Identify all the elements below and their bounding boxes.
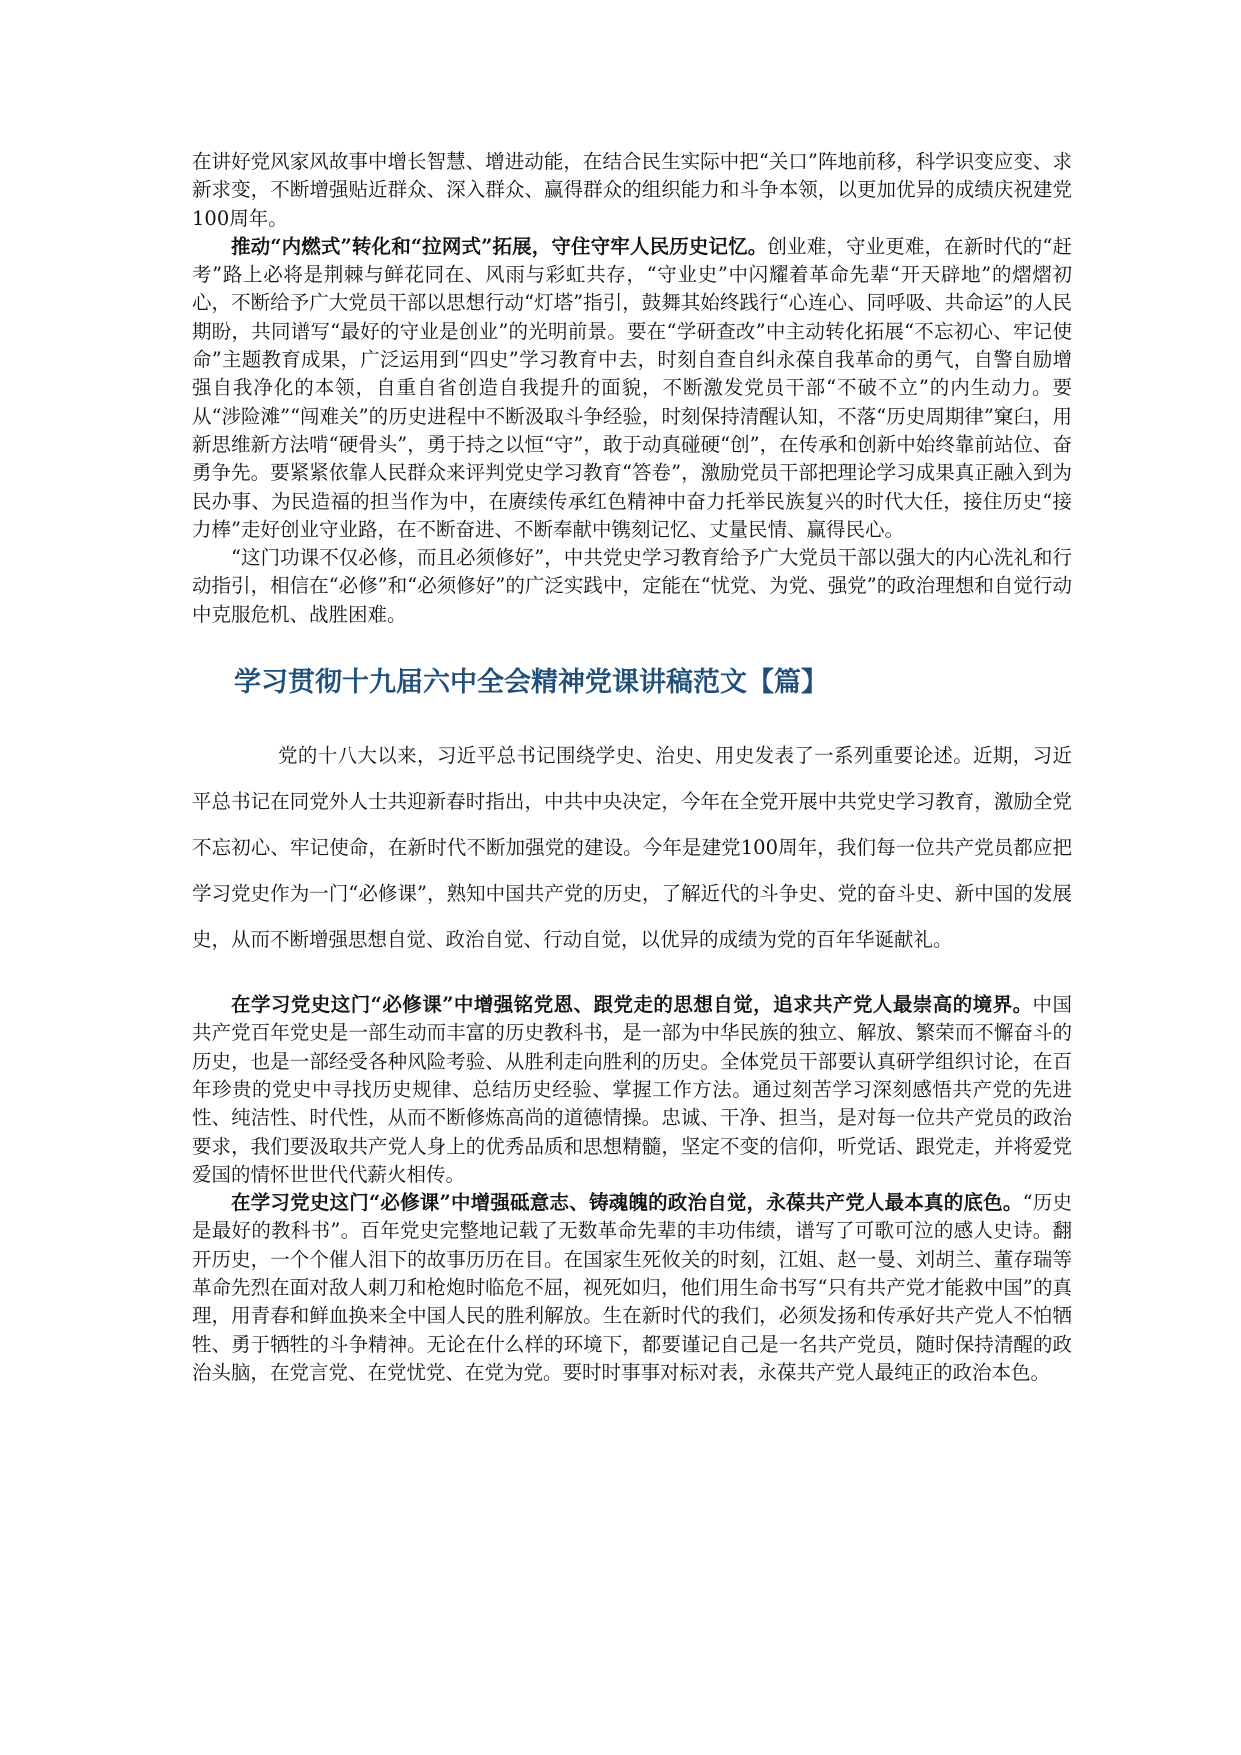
- paragraph-politics: [192, 1189, 1072, 1387]
- document-body: [192, 148, 1072, 1387]
- paragraph-lead-bold: 在学习党史这门“必修课”中增强铭党恩、跟党走的思想自觉，追求共产党人最崇高的境界。: [231, 993, 1033, 1017]
- paragraph-thought: [192, 991, 1072, 1189]
- paragraph-body: 创业难，守业更难，在新时代的“赶考”路上必将是荆棘与鲜花同在、风雨与彩虹共存，“守业史”中闪耀着革命先辈“开天辟地”的熠熠初心，不断给予广大党员干部以思想行动“灯塔”指引，鼓舞其始终践行“心连心、同呼吸、共命运”的人民期盼，共同谱写“最好的守业是创业”的光明前景。要在“学研查改”中主动转化拓展“不忘初心、牢记使命”主题教育成果，广泛运用到“四史”学习教育中去，时刻自查自纠永葆自我革命的勇气，自警自励增强自我净化的本领，自重自省创造自我提升的面貌，不断激发党员干部“不破不立”的内生动力。要从“涉险滩”“闯难关”的历史进程中不断汲取斗争经验，时刻保持清醒认知，不落“历史周期律”窠臼，用新思维新方法啃“硬骨头”，勇于持之以恒“守”，敢于动真碰硬“创”，在传承和创新中始终靠前站位、奋勇争先。要紧紧依靠人民群众来评判党史学习教育“答卷”，激励党员干部把理论学习成果真正融入到为民办事、为民造福的担当作为中，在赓续传承红色精神中奋力托举民族复兴的时代大任，接住历史“接力棒”走好创业守业路，在不断奋进、不断奉献中镌刻记忆、丈量民情、赢得民心。: [192, 234, 1072, 541]
- paragraph-lead-bold: 在学习党史这门“必修课”中增强砥意志、铸魂魄的政治自觉，永葆共产党人最本真的底色。: [231, 1191, 1023, 1215]
- heading-bracket: 【篇】: [747, 667, 828, 699]
- paragraph-conclusion: “这门功课不仅必修，而且必须修好”，中共党史学习教育给予广大党员干部以强大的内心洗礼和行动指引，相信在“必修”和“必须修好”的广泛实践中，定能在“忧党、为党、强党”的政治理想和自觉行动中克服危机、战胜困难。: [192, 546, 1072, 626]
- heading-text: 学习贯彻十九届六中全会精神党课讲稿范文: [234, 667, 747, 699]
- paragraph-memory: [192, 233, 1072, 544]
- paragraph-lead-bold: 推动“内燃式”转化和“拉网式”拓展，守住守牢人民历史记忆。: [231, 234, 768, 258]
- paragraph-spacer: [192, 963, 1072, 991]
- paragraph-body: “历史是最好的教科书”。百年党史完整地记载了无数革命先辈的丰功伟绩，谱写了可歌可泣的感人史诗。翻开历史，一个个催人泪下的故事历历在目。在国家生死攸关的时刻，江姐、赵一曼、刘胡兰、董存瑞等革命先烈在面对敌人刺刀和枪炮时临危不屈，视死如归，他们用生命书写“只有共产党才能救中国”的真理，用青春和鲜血换来全中国人民的胜利解放。生在新时代的我们，必须发扬和传承好共产党人不怕牺牲、勇于牺牲的斗争精神。无论在什么样的环境下，都要谨记自己是一名共产党员，随时保持清醒的政治头脑，在党言党、在党忧党、在党为党。要时时事事对标对表，永葆共产党人最纯正的政治本色。: [192, 1191, 1072, 1384]
- paragraph-body: 中国共产党百年党史是一部生动而丰富的历史教科书，是一部为中华民族的独立、解放、繁荣而不懈奋斗的历史，也是一部经受各种风险考验、从胜利走向胜利的历史。全体党员干部要认真研学组织讨论，在百年珍贵的党史中寻找历史规律、总结历史经验、掌握工作方法。通过刻苦学习深刻感悟共产党的先进性、纯洁性、时代性，从而不断修炼高尚的道德情操。忠诚、干净、担当，是对每一位共产党员的政治要求，我们要汲取共产党人身上的优秀品质和思想精髓，坚定不变的信仰，听党话、跟党走，并将爱党爱国的情怀世世代代薪火相传。: [192, 993, 1072, 1186]
- intro-paragraph: 党的十八大以来，习近平总书记围绕学史、治史、用史发表了一系列重要论述。近期，习近平总书记在同党外人士共迎新春时指出，中共中央决定，今年在全党开展中共党史学习教育，激励全党不忘初心、牢记使命，在新时代不断加强党的建设。今年是建党100周年，我们每一位共产党员都应把学习党史作为一门“必修课”，熟知中国共产党的历史，了解近代的斗争史、党的奋斗史、新中国的发展史，从而不断增强思想自觉、政治自觉、行动自觉，以优异的成绩为党的百年华诞献礼。: [192, 744, 1072, 952]
- section-heading: [234, 663, 1072, 703]
- paragraph-continued: 在讲好党风家风故事中增长智慧、增进动能，在结合民生实际中把“关口”阵地前移，科学识变应变、求新求变，不断增强贴近群众、深入群众、赢得群众的组织能力和斗争本领，以更加优异的成绩庆祝建党100周年。: [192, 150, 1072, 230]
- section-two: [192, 733, 1072, 1387]
